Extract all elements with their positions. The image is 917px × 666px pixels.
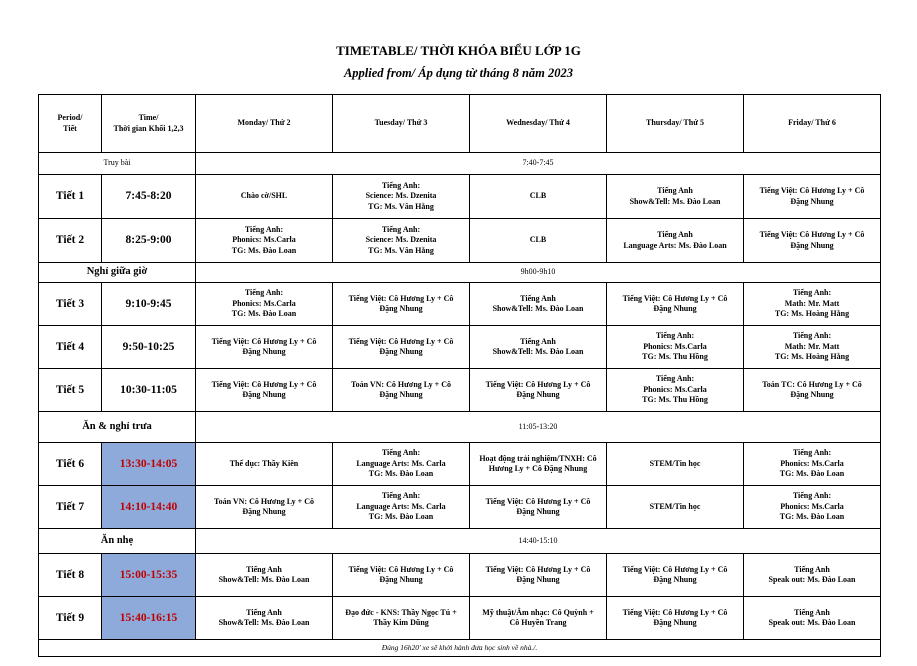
- lesson-line: Đặng Nhung: [516, 390, 560, 399]
- break-row: [39, 529, 881, 554]
- lesson-line: Tiếng Việt: Cô Hương Ly + Cô: [622, 564, 728, 574]
- lesson-line: Tiếng Anh: [794, 607, 830, 617]
- lesson-cell: [196, 219, 333, 263]
- lesson-row: [39, 554, 881, 597]
- lesson-line: Tiếng Anh:: [244, 224, 284, 234]
- break-label: Ăn nhẹ: [39, 529, 196, 554]
- lesson-line: Thể dục: Thầy Kiên: [229, 458, 299, 468]
- lesson-row: [39, 369, 881, 412]
- lesson-row: [39, 443, 881, 486]
- lesson-line: Tiếng Anh: [657, 186, 693, 195]
- break-row: [39, 263, 881, 283]
- lesson-cell: [607, 486, 744, 529]
- lesson-line: Language Arts: Ms. Carla: [356, 501, 446, 511]
- lesson-line: Tiếng Anh:: [244, 288, 284, 298]
- lesson-cell: [470, 283, 607, 326]
- lesson-line: CLB: [529, 191, 547, 201]
- lesson-line: Đặng Nhung: [379, 347, 423, 356]
- break-label: Nghỉ giữa giờ: [39, 263, 196, 283]
- break-time: 14:40-15:10: [196, 529, 881, 554]
- lesson-line: TG: Ms. Thu Hồng: [642, 352, 708, 362]
- lesson-line: Đặng Nhung: [516, 507, 560, 516]
- break-label: Truy bài: [39, 153, 196, 175]
- break-time: 9h00-9h10: [196, 263, 881, 283]
- lesson-line: TG: Ms. Vân Hằng: [368, 201, 434, 211]
- lesson-line: Chào cờ/SHL: [240, 191, 288, 201]
- lesson-line: Đặng Nhung: [516, 575, 560, 584]
- lesson-cell: [333, 326, 470, 369]
- lesson-line: Tiếng Anh:: [381, 224, 421, 234]
- lesson-line: STEM/Tin học: [649, 501, 701, 511]
- time-cell: 15:40-16:15: [102, 597, 196, 640]
- lesson-line: Phonics: Ms.Carla: [232, 298, 296, 308]
- lesson-line: Science: Ms. Dzenita: [365, 191, 437, 201]
- lesson-row: [39, 597, 881, 640]
- lesson-line: TG: Ms. Hoàng Hằng: [774, 352, 850, 362]
- lesson-line: Đặng Nhung: [790, 240, 834, 250]
- lesson-cell: [470, 443, 607, 486]
- lesson-line: Hương Ly + Cô Đặng Nhung: [488, 464, 588, 473]
- lesson-line: TG: Ms. Đào Loan: [231, 245, 297, 255]
- lesson-cell: [744, 283, 881, 326]
- lesson-cell: [196, 369, 333, 412]
- lesson-line: Đặng Nhung: [653, 575, 697, 584]
- lesson-cell: [607, 283, 744, 326]
- lesson-line: Phonics: Ms.Carla: [643, 384, 707, 394]
- lesson-line: Language Arts: Ms. Đào Loan: [623, 240, 727, 250]
- lesson-line: Tiếng Anh:: [381, 180, 421, 190]
- time-cell: 10:30-11:05: [102, 369, 196, 412]
- lesson-cell: [607, 554, 744, 597]
- time-cell: 9:50-10:25: [102, 326, 196, 369]
- break-time: 7:40-7:45: [196, 153, 881, 175]
- lesson-line: Speak out: Ms. Đào Loan: [768, 575, 856, 584]
- lesson-cell: [470, 326, 607, 369]
- lesson-line: Mỹ thuật/Âm nhạc: Cô Quỳnh +: [482, 607, 594, 617]
- period-cell: Tiết 4: [39, 326, 102, 369]
- lesson-line: Tiếng Anh:: [381, 448, 421, 458]
- lesson-cell: [607, 326, 744, 369]
- period-cell: Tiết 2: [39, 219, 102, 263]
- lesson-cell: [744, 486, 881, 529]
- lesson-line: Tiếng Anh:: [381, 491, 421, 501]
- header-time: Time/ Thời gian Khối 1,2,3: [102, 95, 196, 153]
- lesson-line: Tiếng Việt: Cô Hương Ly + Cô: [622, 293, 728, 303]
- lesson-cell: [333, 554, 470, 597]
- lesson-line: Đặng Nhung: [790, 196, 834, 206]
- break-time: 11:05-13:20: [196, 412, 881, 443]
- lesson-line: Đặng Nhung: [653, 304, 697, 313]
- lesson-cell: [470, 369, 607, 412]
- lesson-line: TG: Ms. Đào Loan: [779, 469, 845, 479]
- lesson-line: Đạo đức - KNS: Thầy Ngọc Tú +: [345, 607, 457, 617]
- lesson-line: Đặng Nhung: [653, 618, 697, 627]
- break-row: [39, 412, 881, 443]
- footer-note: Đúng 16h20' xe sẽ khởi hành đưa học sinh về nhà./.: [39, 640, 881, 657]
- lesson-line: Cô Huyền Trang: [509, 618, 567, 627]
- time-cell: 9:10-9:45: [102, 283, 196, 326]
- lesson-line: Tiếng Việt: Cô Hương Ly + Cô: [211, 379, 317, 389]
- lesson-line: Tiếng Anh:: [792, 288, 832, 298]
- page-subtitle: Applied from/ Áp dụng từ tháng 8 năm 2023: [343, 66, 574, 80]
- page-title: TIMETABLE/ THỜI KHÓA BIỂU LỚP 1G: [336, 43, 581, 58]
- lesson-row: [39, 283, 881, 326]
- lesson-line: Tiếng Việt: Cô Hương Ly + Cô: [485, 564, 591, 574]
- lesson-cell: [333, 283, 470, 326]
- time-cell: 13:30-14:05: [102, 443, 196, 486]
- lesson-cell: [607, 219, 744, 263]
- lesson-line: Show&Tell: Ms. Đào Loan: [492, 304, 584, 313]
- lesson-line: Toán VN: Cô Hương Ly + Cô: [213, 496, 315, 506]
- lesson-line: CLB: [529, 235, 547, 245]
- time-cell: 7:45-8:20: [102, 175, 196, 219]
- lesson-line: Tiếng Anh: [794, 564, 830, 574]
- lesson-cell: [744, 175, 881, 219]
- lesson-cell: [333, 219, 470, 263]
- lesson-line: Show&Tell: Ms. Đào Loan: [629, 196, 721, 206]
- lesson-cell: [744, 597, 881, 640]
- lesson-line: Math: Mr. Matt: [784, 341, 840, 351]
- lesson-line: Đặng Nhung: [790, 390, 834, 399]
- lesson-line: Đặng Nhung: [242, 390, 286, 399]
- lesson-line: Show&Tell: Ms. Đào Loan: [492, 347, 584, 356]
- lesson-line: Tiếng Việt: Cô Hương Ly + Cô: [759, 186, 865, 195]
- period-cell: Tiết 1: [39, 175, 102, 219]
- lesson-line: Tiếng Anh: [657, 230, 693, 239]
- lesson-line: Tiếng Việt: Cô Hương Ly + Cô: [348, 293, 454, 303]
- lesson-cell: [333, 369, 470, 412]
- time-cell: 14:10-14:40: [102, 486, 196, 529]
- lesson-line: Speak out: Ms. Đào Loan: [768, 618, 856, 627]
- lesson-cell: [333, 597, 470, 640]
- lesson-cell: [196, 554, 333, 597]
- lesson-line: Math: Mr. Matt: [784, 298, 840, 308]
- break-row: [39, 153, 881, 175]
- lesson-cell: [607, 369, 744, 412]
- lesson-line: TG: Ms. Đào Loan: [368, 512, 434, 522]
- lesson-line: STEM/Tin học: [649, 458, 701, 468]
- lesson-line: Tiếng Việt: Cô Hương Ly + Cô: [485, 496, 591, 506]
- lesson-cell: [607, 175, 744, 219]
- lesson-cell: [744, 326, 881, 369]
- lesson-line: Phonics: Ms.Carla: [643, 341, 707, 351]
- header-row: [39, 95, 881, 153]
- lesson-line: Tiếng Việt: Cô Hương Ly + Cô: [348, 336, 454, 346]
- lesson-line: Language Arts: Ms. Carla: [356, 458, 446, 468]
- lesson-line: Tiếng Việt: Cô Hương Ly + Cô: [759, 230, 865, 239]
- lesson-line: Tiếng Việt: Cô Hương Ly + Cô: [211, 336, 317, 346]
- lesson-line: Đặng Nhung: [242, 347, 286, 356]
- lesson-cell: [607, 597, 744, 640]
- period-cell: Tiết 3: [39, 283, 102, 326]
- lesson-line: Tiếng Việt: Cô Hương Ly + Cô: [485, 379, 591, 389]
- lesson-line: Tiếng Anh:: [655, 331, 695, 341]
- lesson-line: Show&Tell: Ms. Đào Loan: [218, 575, 310, 584]
- lesson-cell: [470, 554, 607, 597]
- lesson-line: Phonics: Ms.Carla: [780, 501, 844, 511]
- lesson-row: [39, 219, 881, 263]
- lesson-cell: [744, 443, 881, 486]
- lesson-line: Tiếng Anh:: [792, 448, 832, 458]
- lesson-line: Đặng Nhung: [379, 304, 423, 313]
- lesson-line: Tiếng Anh: [520, 293, 556, 303]
- lesson-row: [39, 486, 881, 529]
- lesson-line: Đặng Nhung: [242, 507, 286, 516]
- header-wednesday: Wednesday/ Thứ 4: [470, 95, 607, 153]
- lesson-cell: [196, 326, 333, 369]
- lesson-line: Show&Tell: Ms. Đào Loan: [218, 618, 310, 627]
- lesson-cell: [333, 486, 470, 529]
- period-cell: Tiết 5: [39, 369, 102, 412]
- lesson-line: TG: Ms. Vân Hằng: [368, 245, 434, 255]
- lesson-line: TG: Ms. Đào Loan: [779, 512, 845, 522]
- lesson-line: Hoạt động trải nghiệm/TNXH: Cô: [479, 453, 597, 463]
- lesson-line: Tiếng Việt: Cô Hương Ly + Cô: [348, 564, 454, 574]
- header-thursday: Thursday/ Thứ 5: [607, 95, 744, 153]
- lesson-row: [39, 175, 881, 219]
- period-cell: Tiết 8: [39, 554, 102, 597]
- lesson-line: TG: Ms. Đào Loan: [368, 469, 434, 479]
- lesson-cell: [196, 175, 333, 219]
- lesson-cell: [470, 175, 607, 219]
- lesson-line: Toán TC: Cô Hương Ly + Cô: [762, 379, 862, 389]
- timetable: [38, 94, 881, 657]
- lesson-cell: [196, 486, 333, 529]
- lesson-row: [39, 326, 881, 369]
- lesson-cell: [470, 219, 607, 263]
- lesson-cell: [196, 443, 333, 486]
- lesson-line: Tiếng Anh: [520, 336, 556, 346]
- header-friday: Friday/ Thứ 6: [744, 95, 881, 153]
- lesson-line: TG: Ms. Thu Hồng: [642, 395, 708, 405]
- period-cell: Tiết 7: [39, 486, 102, 529]
- timetable-body: [39, 153, 881, 640]
- lesson-cell: [744, 369, 881, 412]
- lesson-cell: [607, 443, 744, 486]
- time-cell: 15:00-15:35: [102, 554, 196, 597]
- lesson-cell: [196, 597, 333, 640]
- header-period: Period/ Tiết: [39, 95, 102, 153]
- lesson-line: Tiếng Anh:: [792, 331, 832, 341]
- lesson-line: Tiếng Việt: Cô Hương Ly + Cô: [622, 607, 728, 617]
- period-cell: Tiết 9: [39, 597, 102, 640]
- lesson-line: TG: Ms. Hoàng Hằng: [774, 309, 850, 319]
- lesson-line: Tiếng Anh: [246, 607, 282, 617]
- lesson-line: Thầy Kim Dũng: [373, 618, 429, 627]
- break-label: Ăn & nghỉ trưa: [39, 412, 196, 443]
- lesson-line: Đặng Nhung: [379, 575, 423, 584]
- lesson-line: Phonics: Ms.Carla: [780, 458, 844, 468]
- period-cell: Tiết 6: [39, 443, 102, 486]
- lesson-line: Phonics: Ms.Carla: [232, 235, 296, 245]
- time-cell: 8:25-9:00: [102, 219, 196, 263]
- header-tuesday: Tuesday/ Thứ 3: [333, 95, 470, 153]
- header-monday: Monday/ Thứ 2: [196, 95, 333, 153]
- lesson-line: TG: Ms. Đào Loan: [231, 309, 297, 319]
- lesson-cell: [333, 443, 470, 486]
- lesson-cell: [470, 486, 607, 529]
- lesson-line: Tiếng Anh:: [792, 491, 832, 501]
- lesson-cell: [196, 283, 333, 326]
- lesson-cell: [744, 219, 881, 263]
- lesson-line: Tiếng Anh: [246, 564, 282, 574]
- lesson-line: Tiếng Anh:: [655, 374, 695, 384]
- lesson-line: Toán VN: Cô Hương Ly + Cô: [350, 379, 452, 389]
- lesson-line: Science: Ms. Dzenita: [365, 235, 437, 245]
- lesson-line: Đặng Nhung: [379, 390, 423, 399]
- lesson-cell: [470, 597, 607, 640]
- lesson-cell: [744, 554, 881, 597]
- lesson-cell: [333, 175, 470, 219]
